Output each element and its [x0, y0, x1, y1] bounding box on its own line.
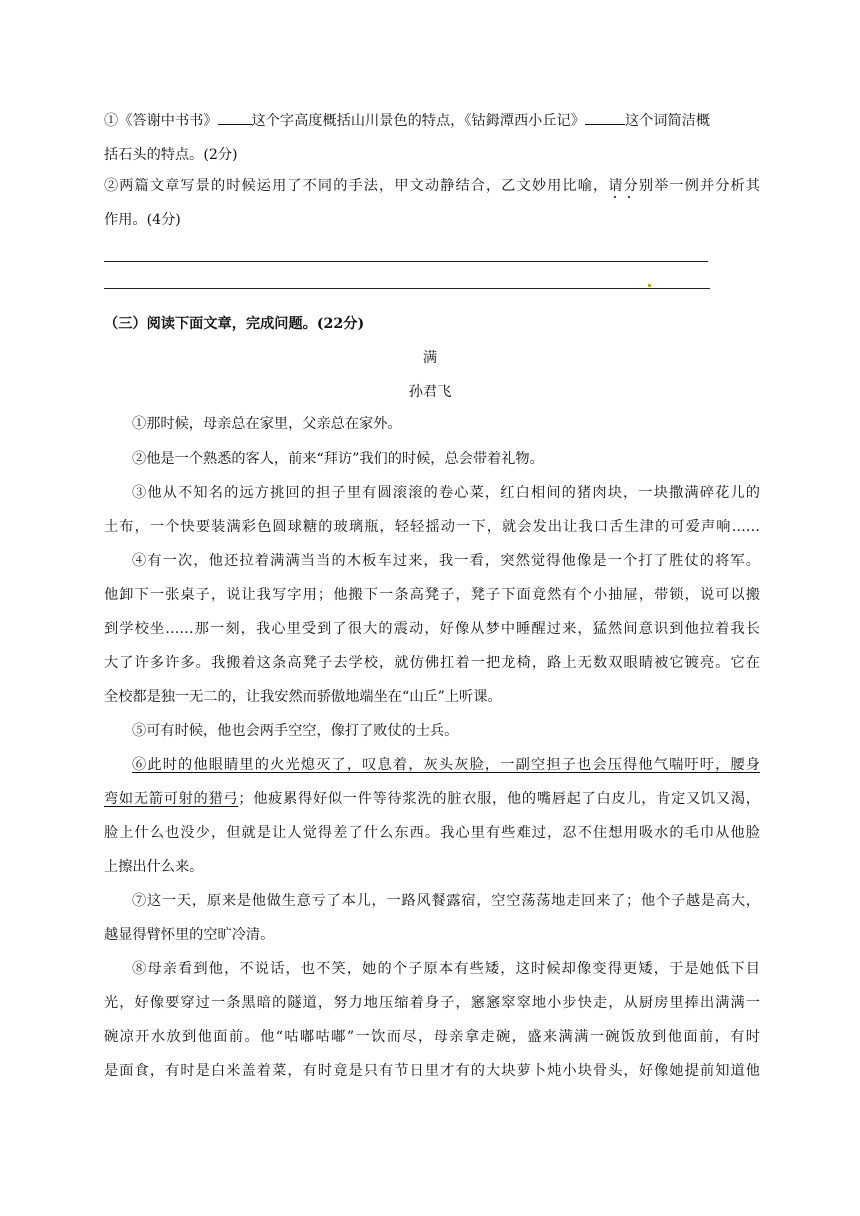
question-1-line-2: 括石头的特点。(2分)	[104, 147, 238, 163]
paragraph-6-line-1: ⑥此时的他眼睛里的火光熄灭了，叹息着，灰头灰脸，一副空担子也会压得他气喘吁吁，腰身	[132, 757, 760, 773]
paragraph-3-line-2: 土布，一个快要装满彩色圆球糖的玻璃瓶，轻轻摇动一下，就会发出让我口舌生津的可爱声响……	[104, 519, 760, 535]
paragraph-8-line-1: ⑧母亲看到他，不说话，也不笑，她的个子原本有些矮，这时候却像变得更矮，于是她低下目	[132, 961, 760, 977]
underlined-phrase: 弯如无箭可射的猎弓	[104, 791, 239, 807]
question-2-line-2: 作用。(4分)	[104, 212, 181, 228]
paragraph-8-line-2: 光，好像要穿过一条黑暗的隧道，努力地压缩着身子，窸窸窣窣地小步快走，从厨房里捧出满满一	[104, 995, 760, 1011]
paragraph-4-line-2: 他卸下一张桌子，说让我写字用；他搬下一条高凳子，凳子下面竟然有个小抽屉，带锁，说可以搬	[104, 587, 760, 603]
article-title: 满	[422, 350, 438, 366]
question-1-text-b: 这个字高度概括山川景色的特点，《钴鉧潭西小丘记》	[251, 113, 585, 129]
paragraph-8-line-4: 是面食，有时是白米盖着菜，有时竟是只有节日里才有的大块萝卜炖小块骨头，好像她提前知道他	[104, 1063, 760, 1079]
paragraph-8-line-3: 碗凉开水放到他面前。他“咕嘟咕嘟”一饮而尽，母亲拿走碗，盛来满满一碗饭放到他面前，有时	[104, 1029, 760, 1045]
answer-blank-2[interactable]	[585, 110, 625, 125]
section-heading: （三）阅读下面文章，完成问题。(22分)	[104, 316, 365, 332]
paragraph-6-line-3: 脸上什么也没少，但就是让人觉得差了什么东西。我心里有些难过，忍不住想用吸水的毛巾从他脸	[104, 825, 760, 841]
paragraph-1: ①那时候，母亲总在家里，父亲总在家外。	[132, 416, 402, 432]
paragraph-3-line-1: ③他从不知名的远方挑回的担子里有圆滚滚的卷心菜，红白相间的猪肉块，一块撒满碎花儿的	[132, 485, 760, 501]
paragraph-2: ②他是一个熟悉的客人，前来“拜访”我们的时候，总会带着礼物。	[132, 451, 544, 467]
paragraph-6-line-2	[104, 789, 760, 809]
paragraph-4-line-5: 全校都是独一无二的，让我安然而骄傲地端坐在“山丘”上听课。	[104, 689, 502, 705]
paragraph-6-line-4: 上擦出什么来。	[104, 859, 204, 875]
question-1-text-a: ①《答谢中书书》	[104, 113, 218, 129]
answer-line-1[interactable]	[104, 261, 708, 262]
article-author: 孙君飞	[408, 384, 452, 400]
question-1-text-c: 这个词简洁概	[624, 113, 711, 129]
paragraph-4-line-1: ④有一次，他还拉着满满当当的木板车过来，我一看，突然觉得他像是一个打了胜仗的将军。	[132, 553, 760, 569]
emphasis-dot	[614, 196, 616, 198]
paragraph-7-line-2: 越显得臂怀里的空旷冷清。	[104, 927, 275, 943]
paragraph-7-line-1: ⑦这一天，原来是他做生意亏了本儿，一路风餐露宿，空空荡荡地走回来了；他个子越是高大，	[132, 893, 760, 909]
answer-blank-1[interactable]	[218, 110, 252, 125]
paragraph-4-line-4: 大了许多许多。我搬着这条高凳子去学校，就仿佛扛着一把龙椅，路上无数双眼睛被它镀亮。它在	[104, 655, 760, 671]
answer-line-2[interactable]	[104, 288, 710, 289]
question-1-line-1	[104, 110, 760, 131]
paragraph-6-line-2-rest: ；他疲累得好似一件等待浆洗的脏衣服，他的嘴唇起了白皮儿，肯定又饥又渴，	[238, 791, 760, 807]
stray-mark	[648, 284, 651, 287]
paragraph-4-line-3: 到学校坐……那一刻，我心里受到了很大的震动，好像从梦中睡醒过来，猛然间意识到他拉着我长	[104, 621, 760, 637]
emphasis-dot	[628, 196, 630, 198]
paragraph-5: ⑤可有时候，他也会两手空空，像打了败仗的士兵。	[132, 723, 459, 739]
question-2-line-1: ②两篇文章写景的时候运用了不同的手法，甲文动静结合，乙文妙用比喻，请分别举一例并分析其	[104, 178, 760, 194]
